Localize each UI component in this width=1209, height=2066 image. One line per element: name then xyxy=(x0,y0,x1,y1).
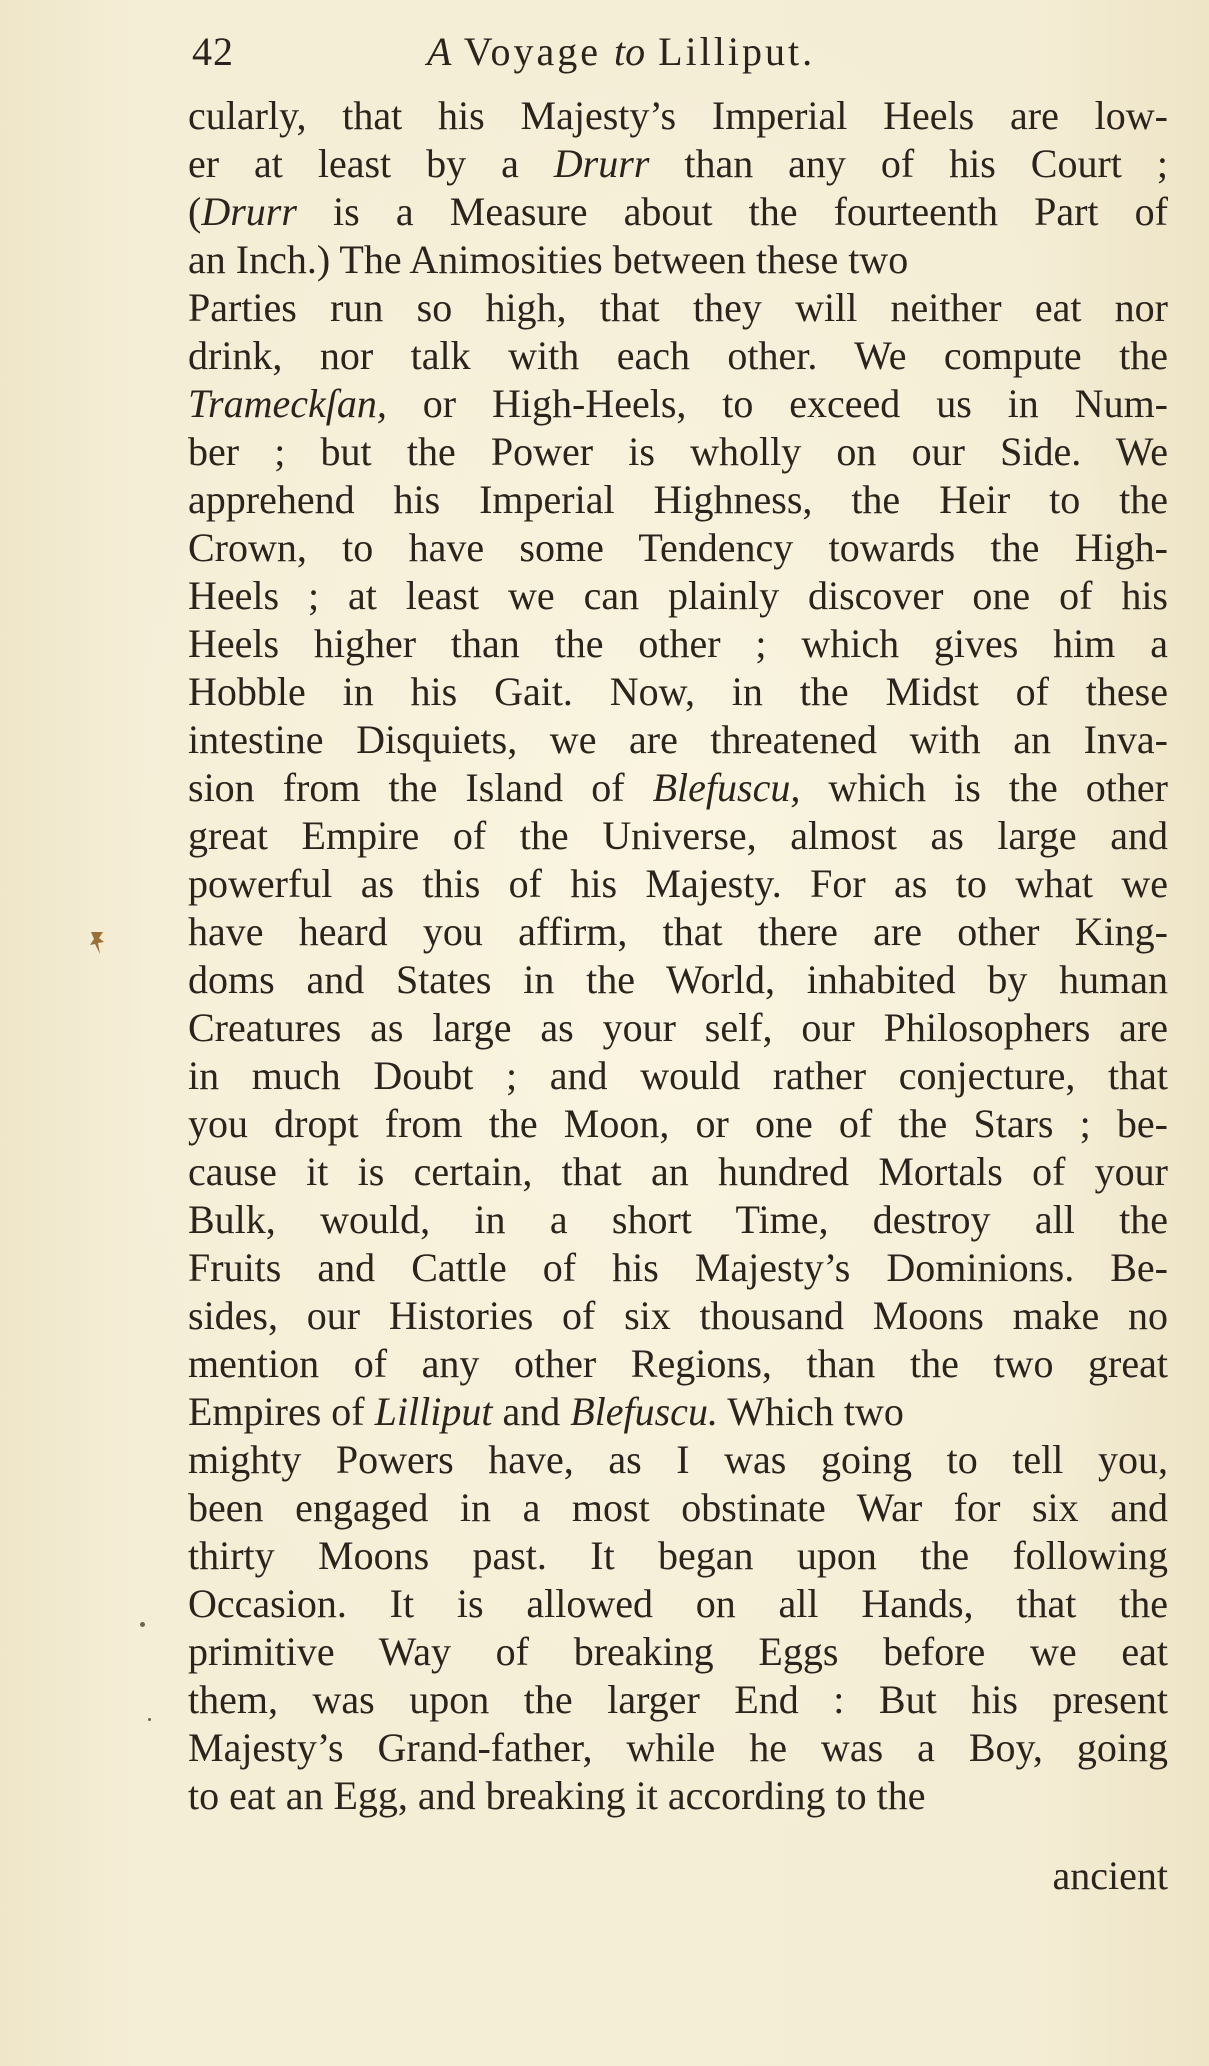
text-run: cularly, that his Majesty’s Imperial Heels are low- xyxy=(188,93,1168,138)
text-run: sides, our Histories of six thousand Moons make no xyxy=(188,1293,1168,1338)
text-line xyxy=(188,380,1168,428)
catchword: ancient xyxy=(1052,1853,1168,1898)
text-line xyxy=(188,476,1168,524)
text-run: Heels ; at least we can plainly discover one of his xyxy=(188,573,1168,618)
text-run: or High-Heels, to exceed us in Num- xyxy=(386,381,1168,426)
running-head-article: A xyxy=(427,29,452,74)
text-run: great Empire of the Universe, almost as large and xyxy=(188,813,1168,858)
text-run: you dropt from the Moon, or one of the Stars ; be- xyxy=(188,1101,1168,1146)
italic-text-run: Drurr xyxy=(553,141,650,186)
running-head-main: Voyage xyxy=(463,29,601,74)
text-run: and xyxy=(492,1389,571,1434)
text-line xyxy=(188,1052,1168,1100)
paper-speck xyxy=(148,1718,151,1721)
text-line xyxy=(188,1292,1168,1340)
body-text xyxy=(188,92,1168,1820)
text-line xyxy=(188,812,1168,860)
text-run: an Inch.) The Animosities between these two xyxy=(188,237,909,282)
italic-text-run: Lilliput xyxy=(374,1389,493,1434)
text-line xyxy=(188,1004,1168,1052)
text-run: mighty Powers have, as I was going to tell you, xyxy=(188,1437,1168,1482)
text-run: Heels higher than the other ; which gives him a xyxy=(188,621,1168,666)
text-line xyxy=(188,1100,1168,1148)
text-line xyxy=(188,572,1168,620)
text-line xyxy=(188,1244,1168,1292)
text-line xyxy=(188,284,1168,332)
text-run: Majesty’s Grand-father, while he was a Boy, going xyxy=(188,1725,1168,1770)
italic-text-run: Blefuscu, xyxy=(652,765,801,810)
running-head xyxy=(427,28,815,75)
text-run: sion from the Island of xyxy=(188,765,653,810)
text-line xyxy=(188,236,1168,284)
text-line xyxy=(188,1484,1168,1532)
text-run: apprehend his Imperial Highness, the Heir to the xyxy=(188,477,1168,522)
text-line xyxy=(188,1676,1168,1724)
page-number: 42 xyxy=(192,29,234,74)
ink-stain-mark xyxy=(88,930,108,956)
italic-text-run: Trameckſan, xyxy=(188,381,387,426)
text-line xyxy=(188,956,1168,1004)
text-line xyxy=(188,524,1168,572)
text-run: primitive Way of breaking Eggs before we eat xyxy=(188,1629,1168,1674)
text-run: thirty Moons past. It began upon the following xyxy=(188,1533,1168,1578)
text-line xyxy=(188,1532,1168,1580)
text-line xyxy=(188,620,1168,668)
text-line xyxy=(188,92,1168,140)
text-run: drink, nor talk with each other. We compute the xyxy=(188,333,1168,378)
text-line xyxy=(188,188,1168,236)
text-run: Crown, to have some Tendency towards the High- xyxy=(188,525,1168,570)
text-line xyxy=(188,428,1168,476)
text-line xyxy=(188,1628,1168,1676)
text-run: Occasion. It is allowed on all Hands, that the xyxy=(188,1581,1168,1626)
text-run: doms and States in the World, inhabited by human xyxy=(188,957,1168,1002)
text-line xyxy=(188,1148,1168,1196)
text-line xyxy=(188,1388,1168,1436)
text-run: er at least by a xyxy=(188,141,554,186)
text-line xyxy=(188,860,1168,908)
text-line xyxy=(188,908,1168,956)
text-run: Hobble in his Gait. Now, in the Midst of these xyxy=(188,669,1168,714)
text-line xyxy=(188,1196,1168,1244)
text-run: have heard you affirm, that there are other King- xyxy=(188,909,1168,954)
text-run: ( xyxy=(188,189,202,234)
italic-text-run: Drurr xyxy=(201,189,297,234)
text-line xyxy=(188,668,1168,716)
text-run: mention of any other Regions, than the two great xyxy=(188,1341,1168,1386)
text-run: ber ; but the Power is wholly on our Side. We xyxy=(188,429,1168,474)
text-run: is a Measure about the fourteenth Part of xyxy=(296,189,1168,234)
text-run: Creatures as large as your self, our Philosophers are xyxy=(188,1005,1168,1050)
text-run: cause it is certain, that an hundred Mortals of your xyxy=(188,1149,1168,1194)
text-run: powerful as this of his Majesty. For as to what we xyxy=(188,861,1168,906)
text-line xyxy=(188,1724,1168,1772)
italic-text-run: Blefuscu. xyxy=(570,1389,718,1434)
text-run: been engaged in a most obstinate War for six and xyxy=(188,1485,1168,1530)
text-run: Bulk, would, in a short Time, destroy all the xyxy=(188,1197,1168,1242)
catchword-line xyxy=(188,1852,1168,1900)
paper-speck xyxy=(140,1622,145,1627)
text-run: Fruits and Cattle of his Majesty’s Dominions. Be- xyxy=(188,1245,1168,1290)
text-run: to eat an Egg, and breaking it according to the xyxy=(188,1773,926,1818)
text-line xyxy=(188,1580,1168,1628)
text-line xyxy=(188,1436,1168,1484)
text-line xyxy=(188,764,1168,812)
text-run: which is the other xyxy=(800,765,1168,810)
page-header xyxy=(192,28,1062,88)
text-run: intestine Disquiets, we are threatened with an Inva- xyxy=(188,717,1168,762)
text-run: Which two xyxy=(717,1389,904,1434)
running-head-prep: to xyxy=(613,29,646,74)
running-head-place: Lilliput. xyxy=(658,29,816,74)
text-run: them, was upon the larger End : But his present xyxy=(188,1677,1168,1722)
text-run: than any of his Court ; xyxy=(649,141,1168,186)
text-run: Parties run so high, that they will neither eat nor xyxy=(188,285,1168,330)
text-line xyxy=(188,1340,1168,1388)
text-line xyxy=(188,140,1168,188)
text-run: in much Doubt ; and would rather conjecture, that xyxy=(188,1053,1168,1098)
text-line xyxy=(188,332,1168,380)
text-run: Empires of xyxy=(188,1389,375,1434)
text-line xyxy=(188,716,1168,764)
text-line xyxy=(188,1772,1168,1820)
